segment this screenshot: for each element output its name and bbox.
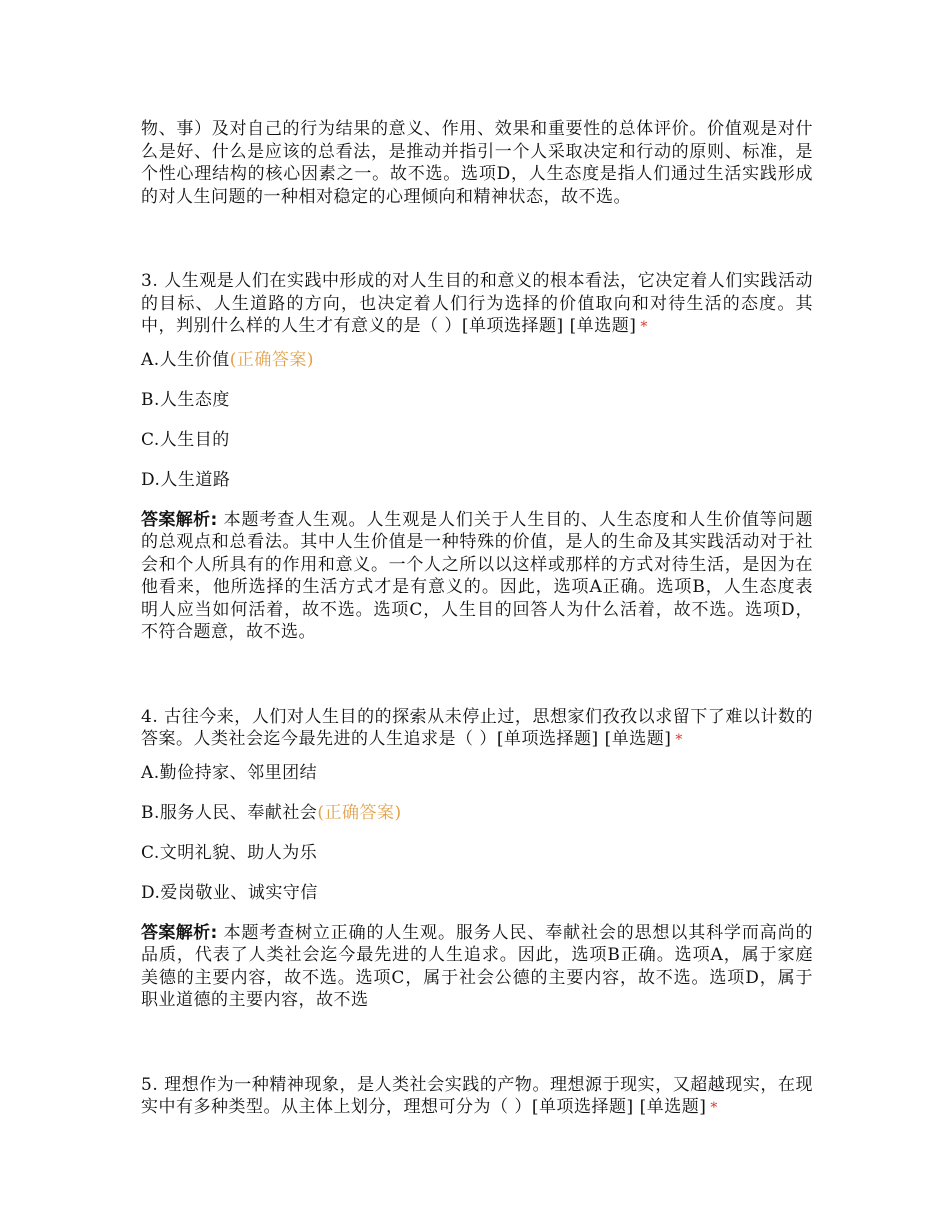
spacer [141,1012,813,1074]
correct-answer-tag: (正确答案) [317,802,402,823]
option-label: D.人生道路 [141,469,231,490]
option-c[interactable] [141,842,813,864]
option-label: C.文明礼貌、助人为乐 [141,842,318,863]
question-block-3 [141,270,813,644]
option-label: C.人生目的 [141,429,230,450]
required-mark: * [675,732,683,748]
answer-analysis [141,509,813,644]
question-block-5 [141,1074,813,1120]
option-c[interactable] [141,429,813,451]
option-label: A.人生价值 [141,349,230,370]
analysis-text: 本题考查树立正确的人生观。服务人民、奉献社会的思想以其科学而高尚的品质，代表了人类社会迄今最先进的人生追求。因此，选项B正确。选项A，属于家庭美德的主要内容，故不选。选项C，属于社会公德的主要内容，故不选。选项D，属于职业道德的主要内容，故不选 [141,922,813,1010]
question-stem-text: 3. 人生观是人们在实践中形成的对人生目的和意义的根本看法，它决定着人们实践活动的目标、人生道路的方向，也决定着人们行为选择的价值取向和对待生活的态度。其中，判别什么样的人生才有意义的是（ ）[单项选择题] [单选题] [141,271,813,336]
option-b[interactable] [141,389,813,411]
question-stem [141,270,813,339]
question-stem [141,706,813,752]
document-page [141,118,813,1130]
question-stem-text: 4. 古往今来，人们对人生目的的探索从未停止过，思想家们孜孜以求留下了难以计数的答案。人类社会迄今最先进的人生追求是（ ）[单项选择题] [单选题] [141,706,813,749]
analysis-label: 答案解析: [141,922,218,943]
option-a[interactable] [141,349,813,371]
option-label: A.勤俭持家、邻里团结 [141,762,318,783]
analysis-text: 本题考查人生观。人生观是人们关于人生目的、人生态度和人生价值等问题的总观点和总看法。其中人生价值是一种特殊的价值，是人的生命及其实践活动对于社会和个人所具有的作用和意义。一个人之所以以这样或那样的方式对待生活，是因为在他看来，他所选择的生活方式才是有意义的。因此，选项A正确。选项B，人生态度表明人应当如何活着，故不选。选项C，人生目的回答人为什么活着，故不选。选项D，不符合题意，故不选。 [141,509,813,642]
option-b[interactable] [141,802,813,824]
spacer [141,644,813,706]
option-label: B.人生态度 [141,389,230,410]
question-block-4 [141,706,813,1012]
option-label: B.服务人民、奉献社会 [141,802,318,823]
required-mark: * [640,319,648,335]
previous-analysis-continuation: 物、事）及对自己的行为结果的意义、作用、效果和重要性的总体评价。价值观是对什么是好、什么是应该的总看法，是推动并指引一个人采取决定和行动的原则、标准，是个性心理结构的核心因素之一。故不选。选项D，人生态度是指人们通过生活实践形成的对人生问题的一种相对稳定的心理倾向和精神状态，故不选。 [141,119,813,207]
question-stem-text: 5. 理想作为一种精神现象，是人类社会实践的产物。理想源于现实，又超越现实，在现实中有多种类型。从主体上划分，理想可分为（ ）[单项选择题] [单选题] [141,1074,813,1117]
option-a[interactable] [141,762,813,784]
option-label: D.爱岗敬业、诚实守信 [141,882,318,903]
spacer [141,208,813,270]
answer-analysis [141,922,813,1012]
correct-answer-tag: (正确答案) [229,349,314,370]
option-d[interactable] [141,882,813,904]
required-mark: * [710,1100,718,1116]
question-stem [141,1074,813,1120]
option-d[interactable] [141,469,813,491]
analysis-label: 答案解析: [141,509,218,530]
